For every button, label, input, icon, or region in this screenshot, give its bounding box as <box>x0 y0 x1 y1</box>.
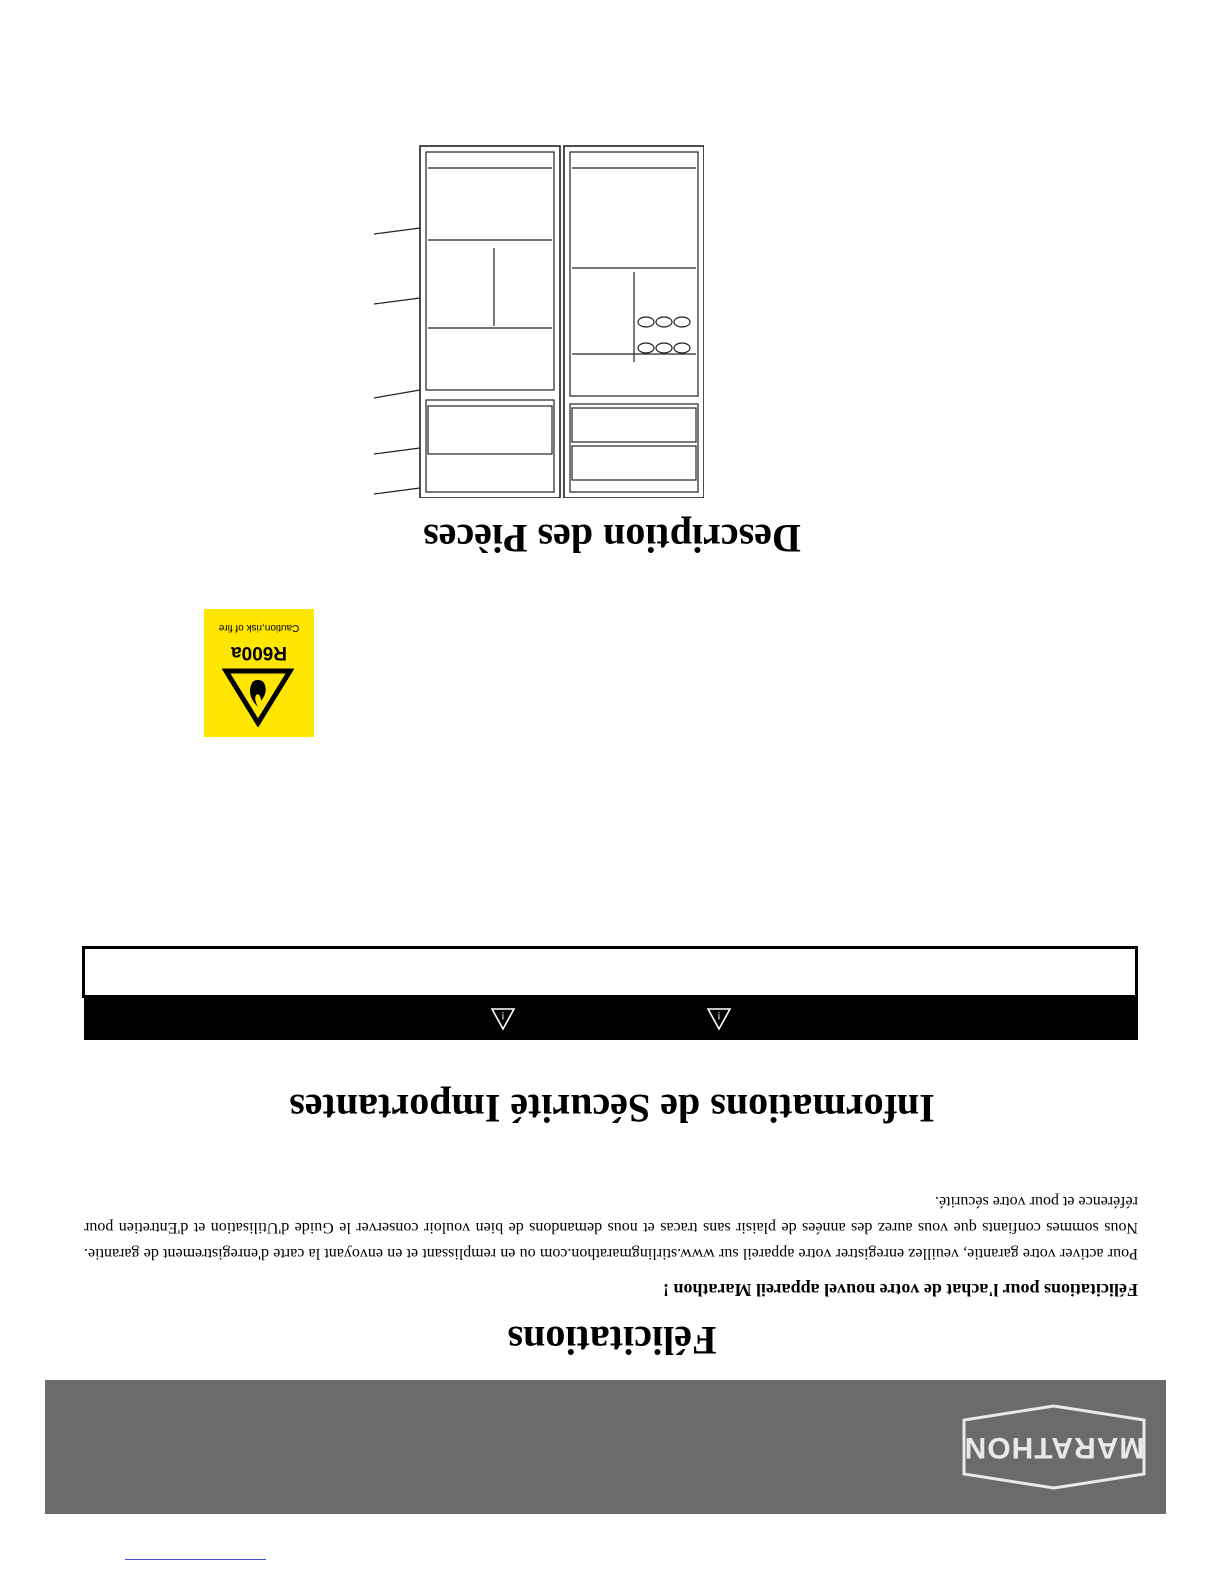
warning-icon <box>490 1007 516 1031</box>
callout-line <box>374 298 420 304</box>
brand-header <box>45 1380 1166 1514</box>
bottle-rack-icon <box>674 343 690 353</box>
callout-line <box>374 228 420 234</box>
bottle-rack-icon <box>656 317 672 327</box>
warning-bar <box>84 998 1138 1040</box>
callout-line <box>374 390 420 398</box>
bottle-rack-icon <box>638 343 654 353</box>
door-bin-freezer <box>428 406 552 454</box>
door-right-upper-panel <box>426 152 554 390</box>
felicitations-paragraph: Pour activer votre garantie, veuillez enregistrer votre appareil sur www.stirlingmarathon.com ou en remplissant et en envoyant la carte d'enregistrement de garantie. Nous sommes confiants que vous aurez des années de plaisir sans tracas et nous demandons de bien vouloir conserver le Guide d'Utilisation et d'Entretien pour référence et pour votre sécurité. <box>84 1193 1138 1262</box>
warning-box <box>82 946 1138 998</box>
bottle-rack-icon <box>674 317 690 327</box>
felicitations-subtitle: Félicitations pour l'achat de votre nouvel appareil Marathon ! <box>663 1280 1138 1300</box>
svg-text:!: ! <box>717 1009 721 1021</box>
door-right-outline <box>420 146 560 498</box>
bottle-rack-icon <box>638 317 654 327</box>
bottle-rack-icon <box>656 343 672 353</box>
door-right-lower-panel <box>426 400 554 492</box>
link-underline <box>125 1559 266 1560</box>
logo-text: MARATHON <box>963 1431 1145 1464</box>
marathon-logo <box>956 1402 1152 1492</box>
svg-text:!: ! <box>501 1009 505 1021</box>
refrigerator-diagram <box>354 138 704 498</box>
caution-text: Caution,risk of fire <box>218 622 300 633</box>
callout-line <box>374 448 420 454</box>
fire-warning-icon <box>222 667 294 727</box>
safety-title: Informations de Sécurité Importantes <box>289 1086 935 1131</box>
refrigerant-label: R600a <box>231 642 287 663</box>
parts-title: Description des Pièces <box>423 516 801 561</box>
callout-line <box>374 488 420 494</box>
caution-label <box>204 609 314 737</box>
door-bin-lower-2 <box>572 408 696 442</box>
warning-icon <box>706 1007 732 1031</box>
door-bin-lower <box>572 446 696 480</box>
door-left-lower-panel <box>570 404 698 492</box>
felicitations-title: Félicitations <box>507 1318 717 1363</box>
